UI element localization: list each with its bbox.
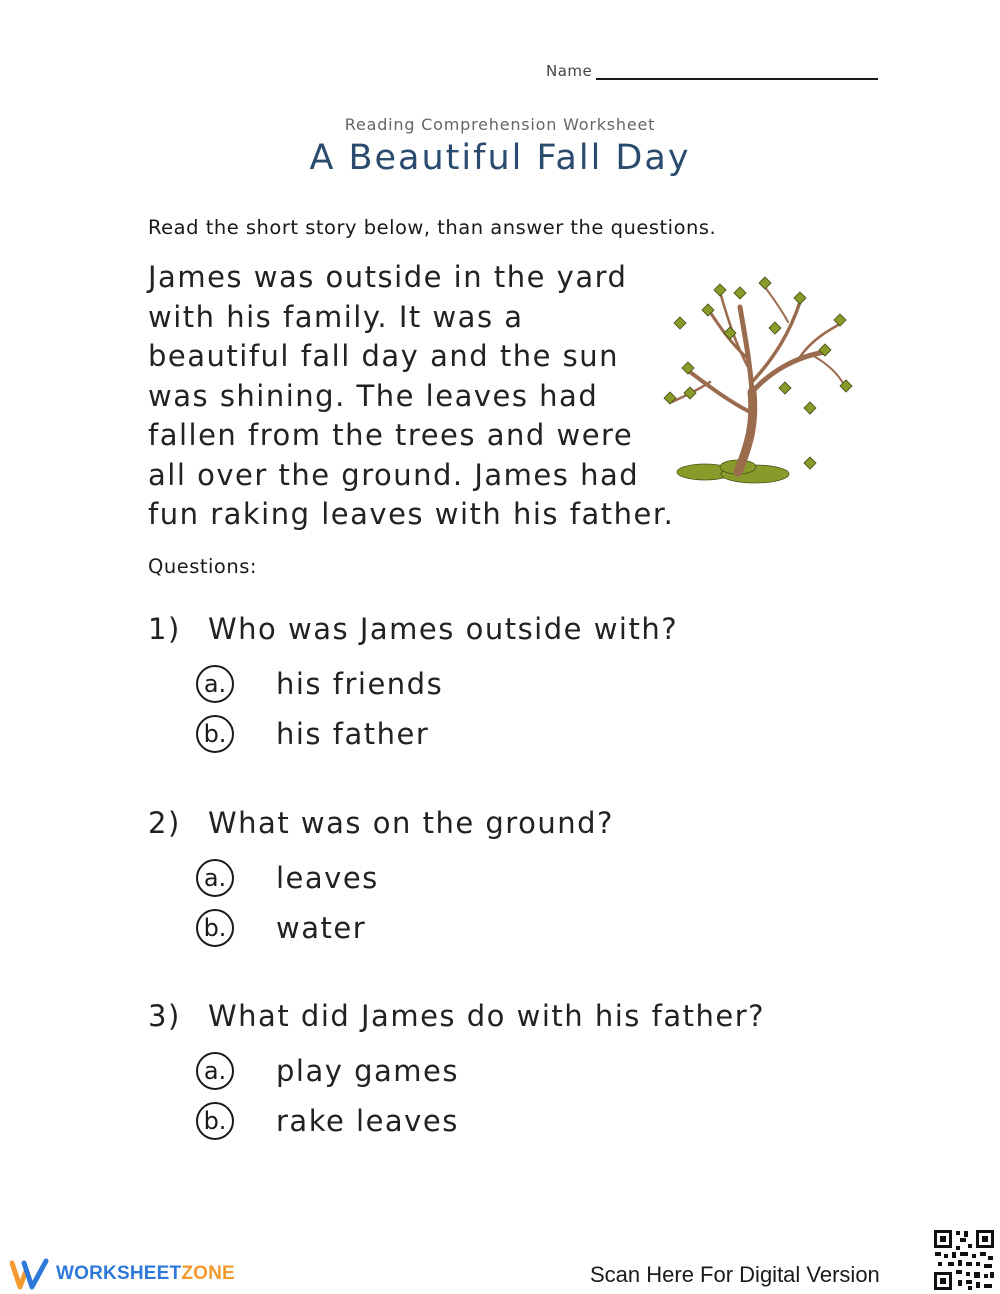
option-1a[interactable] [196,665,443,703]
story-line: was shining. The leaves had [148,378,599,413]
story-line: fallen from the trees and were [148,418,634,452]
name-label: Name [546,62,593,80]
name-blank-line[interactable] [596,62,878,80]
question-text: What did James do with his father? [208,999,766,1033]
option-text: his friends [276,667,444,701]
story-line: James was outside in the yard [148,260,628,294]
question-3 [148,999,765,1033]
page-title: A Beautiful Fall Day [309,138,691,178]
question-2 [148,806,614,840]
option-text: his father [276,717,430,751]
question-text: What was on the ground? [208,806,614,840]
question-1 [148,612,678,646]
option-letter-circle[interactable]: a. [196,1052,234,1090]
logo-text-accent: ZONE [181,1263,235,1284]
worksheetzone-logo-icon [10,1257,50,1291]
logo-text [56,1263,235,1285]
option-2b[interactable] [196,909,366,947]
option-3a[interactable] [196,1052,459,1090]
question-number: 1) [148,612,181,646]
scan-here-text: Scan Here For Digital Version [590,1262,880,1287]
qr-code-icon[interactable] [932,1228,996,1292]
option-text: water [276,911,367,945]
option-2a[interactable] [196,859,379,897]
worksheetzone-logo[interactable] [10,1257,235,1291]
option-letter-circle[interactable]: b. [196,1102,234,1140]
instructions: Read the short story below, than answer the questions. [148,216,717,239]
option-letter-circle[interactable]: b. [196,715,234,753]
option-text: rake leaves [276,1104,459,1138]
option-letter-circle[interactable]: a. [196,665,234,703]
questions-label: Questions: [148,555,257,578]
story-line: with his family. It was a [148,299,524,334]
name-field [546,62,878,80]
worksheet-subtitle: Reading Comprehension Worksheet [344,115,656,134]
option-letter-circle[interactable]: a. [196,859,234,897]
story-line: beautiful fall day and the sun [148,339,620,373]
story-text [148,258,675,535]
story-line: fun raking leaves with his father. [148,497,675,531]
question-number: 2) [148,806,181,840]
option-3b[interactable] [196,1102,459,1140]
option-text: leaves [276,861,379,895]
option-1b[interactable] [196,715,429,753]
question-number: 3) [148,999,181,1033]
option-letter-circle[interactable]: b. [196,909,234,947]
story-line: all over the ground. James had [148,457,640,492]
question-text: Who was James outside with? [208,612,679,646]
logo-text-main: WORKSHEET [56,1263,182,1284]
fall-tree-icon [660,262,860,492]
option-text: play games [276,1054,459,1088]
